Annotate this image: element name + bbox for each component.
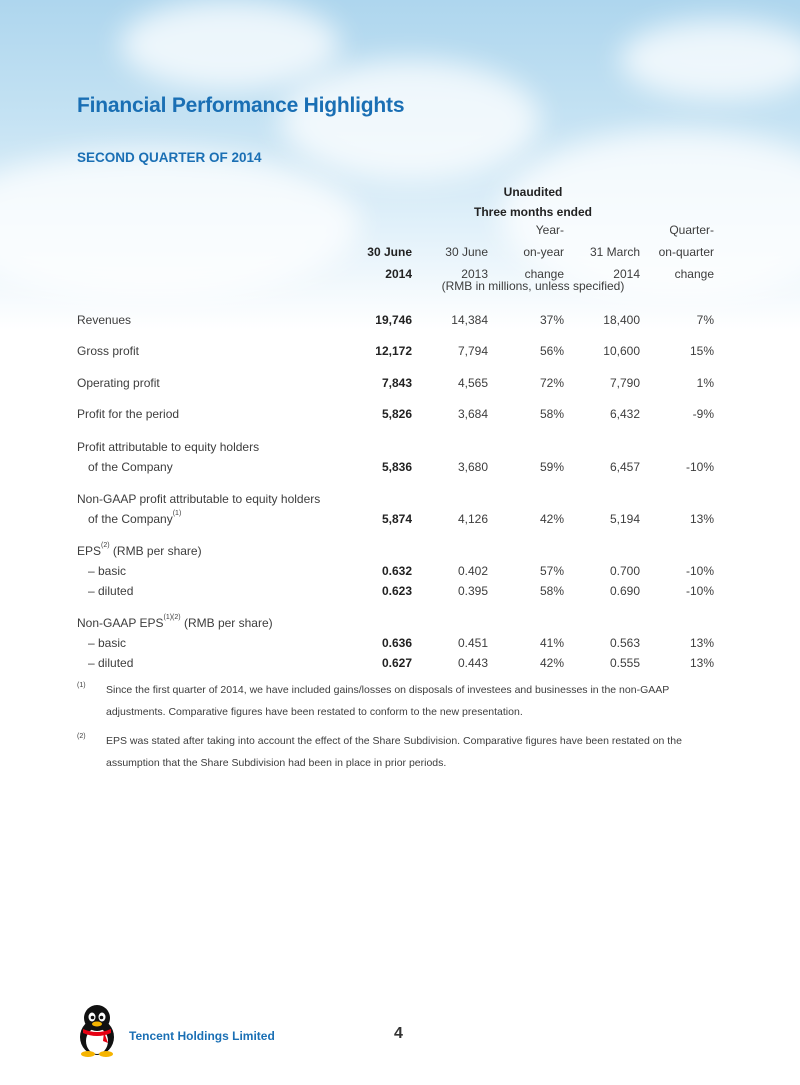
row-label xyxy=(77,440,259,454)
row-label xyxy=(77,376,160,390)
footnote-reference: (1)(2) xyxy=(163,614,181,621)
row-label xyxy=(77,407,179,421)
column-header-1 xyxy=(367,219,412,285)
column-header-line: 30 June xyxy=(445,245,488,259)
footnote-text: Since the first quarter of 2014, we have included gains/losses on disposals of investees and businesses in the non-GAAP adjustments. Comparative figures have been restated to conform to the new presentation. xyxy=(106,684,670,718)
footnote xyxy=(77,679,727,727)
column-header-line: Year- xyxy=(535,223,564,237)
row-label xyxy=(88,636,126,650)
table-cell: 5,874 xyxy=(381,512,412,526)
table-cell: 4,126 xyxy=(457,512,488,526)
table-row xyxy=(0,492,800,512)
footnote-reference: (1) xyxy=(172,510,182,517)
row-label-text: Non-GAAP EPS xyxy=(77,616,164,630)
row-label xyxy=(77,313,131,327)
table-cell: 5,194 xyxy=(609,512,640,526)
table-row xyxy=(0,376,800,396)
table-cell: 13% xyxy=(689,636,714,650)
row-label-suffix: (RMB per share) xyxy=(180,616,273,630)
row-label xyxy=(88,584,133,598)
row-label-text: – diluted xyxy=(88,584,134,598)
table-cell: 42% xyxy=(539,512,564,526)
column-header-line: 31 March xyxy=(589,245,640,259)
table-cell: 0.395 xyxy=(457,584,488,598)
row-label-text: Gross profit xyxy=(77,344,140,358)
table-cell: 15% xyxy=(689,344,714,358)
table-cell: 6,432 xyxy=(609,407,640,421)
table-row xyxy=(0,564,800,584)
row-label xyxy=(88,512,181,526)
table-cell: 3,680 xyxy=(457,460,488,474)
table-cell: 3,684 xyxy=(457,407,488,421)
table-cell: 0.443 xyxy=(457,656,488,670)
table-cell: -10% xyxy=(685,584,714,598)
column-header-line: change xyxy=(674,267,714,281)
table-cell: 19,746 xyxy=(375,313,412,327)
row-label xyxy=(88,564,126,578)
row-label xyxy=(88,460,173,474)
row-label-text: Operating profit xyxy=(77,376,160,390)
page-title: Financial Performance Highlights xyxy=(77,94,405,117)
table-cell: 0.632 xyxy=(381,564,412,578)
table-cell: 7,843 xyxy=(381,376,412,390)
table-row xyxy=(0,344,800,364)
table-cell: 7% xyxy=(696,313,714,327)
row-label-text: – basic xyxy=(88,636,127,650)
table-cell: 0.623 xyxy=(381,584,412,598)
table-cell: 72% xyxy=(539,376,564,390)
table-cell: 58% xyxy=(539,584,564,598)
table-cell: 18,400 xyxy=(603,313,640,327)
table-row xyxy=(0,407,800,427)
column-header-line: on-quarter xyxy=(658,245,714,259)
table-cell: 59% xyxy=(539,460,564,474)
footnote xyxy=(77,730,727,778)
table-cell: -10% xyxy=(685,564,714,578)
header-unaudited: Unaudited xyxy=(503,185,563,199)
column-header-line: Quarter- xyxy=(669,223,714,237)
table-row xyxy=(0,584,800,604)
table-cell: -10% xyxy=(685,460,714,474)
table-cell: 0.451 xyxy=(457,636,488,650)
column-header-3 xyxy=(523,219,564,285)
table-cell: 0.402 xyxy=(457,564,488,578)
table-cell: 42% xyxy=(539,656,564,670)
column-header-4 xyxy=(590,219,640,285)
row-label xyxy=(77,344,139,358)
header-three-months-ended: Three months ended xyxy=(473,205,592,219)
column-header-line: 2014 xyxy=(385,267,412,281)
table-cell: 4,565 xyxy=(457,376,488,390)
table-cell: 41% xyxy=(539,636,564,650)
table-cell: 5,836 xyxy=(381,460,412,474)
table-cell: 14,384 xyxy=(451,313,488,327)
row-label-text: Profit for the period xyxy=(77,407,180,421)
column-header-line xyxy=(445,219,488,241)
table-cell: 56% xyxy=(539,344,564,358)
table-row xyxy=(0,656,800,676)
table-row xyxy=(0,440,800,460)
table-row xyxy=(0,636,800,656)
table-cell: 7,794 xyxy=(457,344,488,358)
column-header-line: 2013 xyxy=(461,267,488,281)
column-header-line xyxy=(590,219,640,241)
table-cell: 1% xyxy=(696,376,714,390)
footnote-mark: (2) xyxy=(77,733,86,740)
column-header-2 xyxy=(445,219,488,285)
column-header-line: on-year xyxy=(523,245,564,259)
company-name: Tencent Holdings Limited xyxy=(129,1029,275,1043)
table-cell: 0.700 xyxy=(609,564,640,578)
table-cell: 0.563 xyxy=(609,636,640,650)
footnote-text: EPS was stated after taking into account the effect of the Share Subdivision. Comparative figures have been restated on the assumption that the Share Subdivision had been in place in prior periods. xyxy=(106,735,682,769)
section-subtitle: SECOND QUARTER OF 2014 xyxy=(77,150,262,165)
table-cell: 7,790 xyxy=(609,376,640,390)
footnote-reference: (2) xyxy=(101,542,110,549)
table-cell: 37% xyxy=(539,313,564,327)
column-header-line: change xyxy=(524,267,564,281)
table-cell: 10,600 xyxy=(603,344,640,358)
table-cell: 0.555 xyxy=(609,656,640,670)
table-row xyxy=(0,460,800,480)
row-label-text: Non-GAAP profit attributable to equity holders xyxy=(77,492,321,506)
row-label xyxy=(77,616,273,630)
table-row xyxy=(0,512,800,532)
table-cell: 6,457 xyxy=(609,460,640,474)
row-label xyxy=(77,492,320,506)
column-header-line: 30 June xyxy=(367,245,412,259)
column-header-5 xyxy=(659,219,714,285)
footnote-mark: (1) xyxy=(77,682,86,689)
penguin-logo-icon xyxy=(74,1003,120,1057)
table-row xyxy=(0,313,800,333)
table-cell: -9% xyxy=(692,407,714,421)
row-label-text: – basic xyxy=(88,564,127,578)
row-label xyxy=(77,544,202,558)
row-label-text: EPS xyxy=(77,544,102,558)
row-label xyxy=(88,656,133,670)
table-cell: 5,826 xyxy=(381,407,412,421)
table-cell: 13% xyxy=(689,656,714,670)
units-note: (RMB in millions, unless specified) xyxy=(441,279,625,293)
table-cell: 13% xyxy=(689,512,714,526)
page-number: 4 xyxy=(394,1025,403,1042)
table-cell: 57% xyxy=(539,564,564,578)
table-cell: 0.627 xyxy=(381,656,412,670)
table-cell: 0.636 xyxy=(381,636,412,650)
row-label-text: of the Company xyxy=(88,460,173,474)
row-label-suffix: (RMB per share) xyxy=(109,544,202,558)
table-row xyxy=(0,544,800,564)
table-cell: 58% xyxy=(539,407,564,421)
table-cell: 12,172 xyxy=(375,344,412,358)
row-label-text: Revenues xyxy=(77,313,132,327)
row-label-text: of the Company xyxy=(88,512,173,526)
column-header-line: 2014 xyxy=(613,267,640,281)
row-label-text: – diluted xyxy=(88,656,134,670)
table-cell: 0.690 xyxy=(609,584,640,598)
row-label-text: Profit attributable to equity holders xyxy=(77,440,260,454)
table-row xyxy=(0,616,800,636)
column-header-line xyxy=(367,219,412,241)
